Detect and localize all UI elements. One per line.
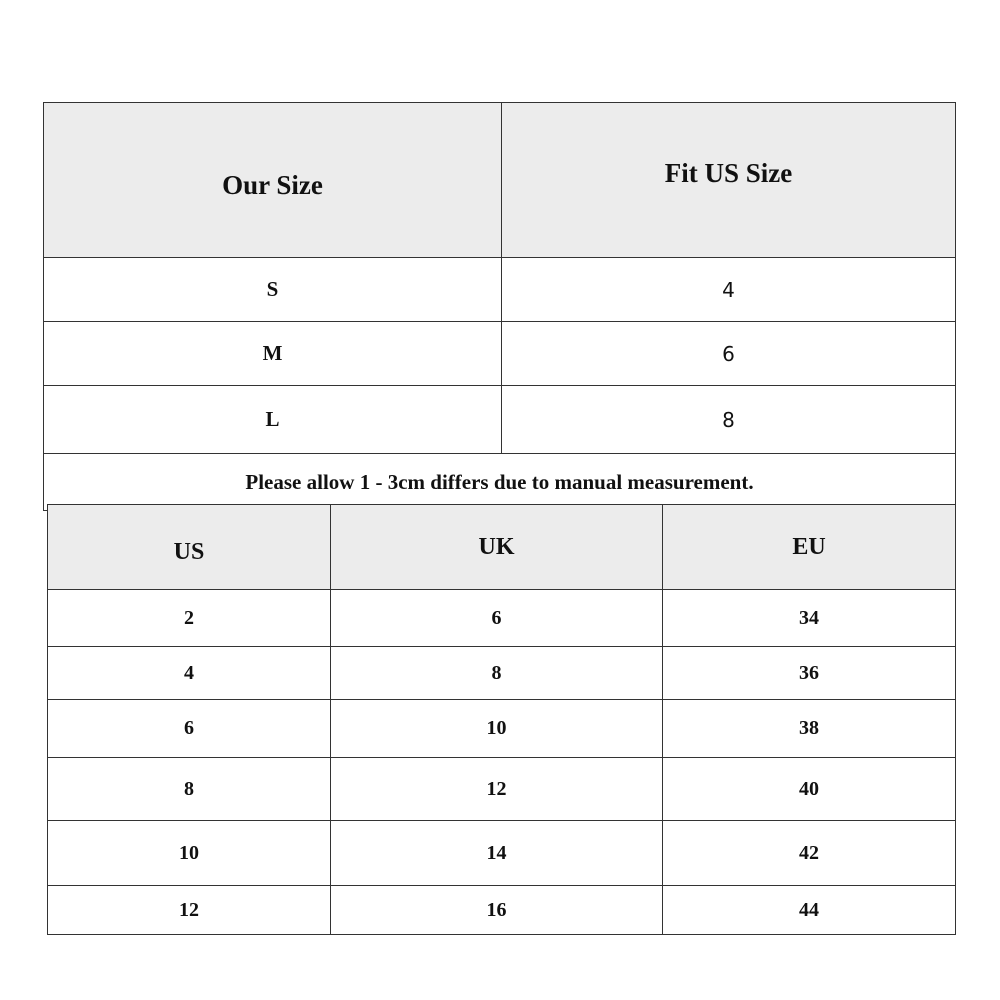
size-table-row (44, 386, 956, 454)
conversion-row (48, 700, 956, 758)
header-uk: UK (331, 505, 663, 590)
size-conversion-table (47, 504, 955, 935)
our-size-cell: S (44, 258, 502, 322)
fit-us-size-cell: 4 (502, 258, 956, 322)
uk-size-cell: 10 (331, 700, 663, 758)
conversion-header-row (48, 505, 956, 590)
our-size-cell: M (44, 322, 502, 386)
size-table-row (44, 258, 956, 322)
header-us: US (48, 505, 331, 590)
size-chart-table (43, 102, 955, 511)
us-size-cell: 2 (48, 590, 331, 647)
conversion-row (48, 886, 956, 935)
our-size-cell: L (44, 386, 502, 454)
measurement-note: Please allow 1 - 3cm differs due to manual measurement. (44, 454, 956, 511)
us-size-cell: 12 (48, 886, 331, 935)
size-table (43, 102, 956, 511)
conversion-row (48, 821, 956, 886)
header-our-size: Our Size (44, 103, 502, 258)
us-size-cell: 6 (48, 700, 331, 758)
eu-size-cell: 42 (663, 821, 956, 886)
uk-size-cell: 12 (331, 758, 663, 821)
size-table-note-row (44, 454, 956, 511)
conversion-row (48, 758, 956, 821)
eu-size-cell: 38 (663, 700, 956, 758)
fit-us-size-cell: 6 (502, 322, 956, 386)
fit-us-size-cell: 8 (502, 386, 956, 454)
eu-size-cell: 44 (663, 886, 956, 935)
header-eu: EU (663, 505, 956, 590)
eu-size-cell: 34 (663, 590, 956, 647)
uk-size-cell: 6 (331, 590, 663, 647)
conversion-row (48, 647, 956, 700)
conversion-table (47, 504, 956, 935)
size-table-row (44, 322, 956, 386)
uk-size-cell: 8 (331, 647, 663, 700)
conversion-row (48, 590, 956, 647)
us-size-cell: 10 (48, 821, 331, 886)
uk-size-cell: 14 (331, 821, 663, 886)
eu-size-cell: 36 (663, 647, 956, 700)
eu-size-cell: 40 (663, 758, 956, 821)
us-size-cell: 4 (48, 647, 331, 700)
us-size-cell: 8 (48, 758, 331, 821)
header-fit-us-size: Fit US Size (502, 103, 956, 258)
size-table-header-row (44, 103, 956, 258)
uk-size-cell: 16 (331, 886, 663, 935)
